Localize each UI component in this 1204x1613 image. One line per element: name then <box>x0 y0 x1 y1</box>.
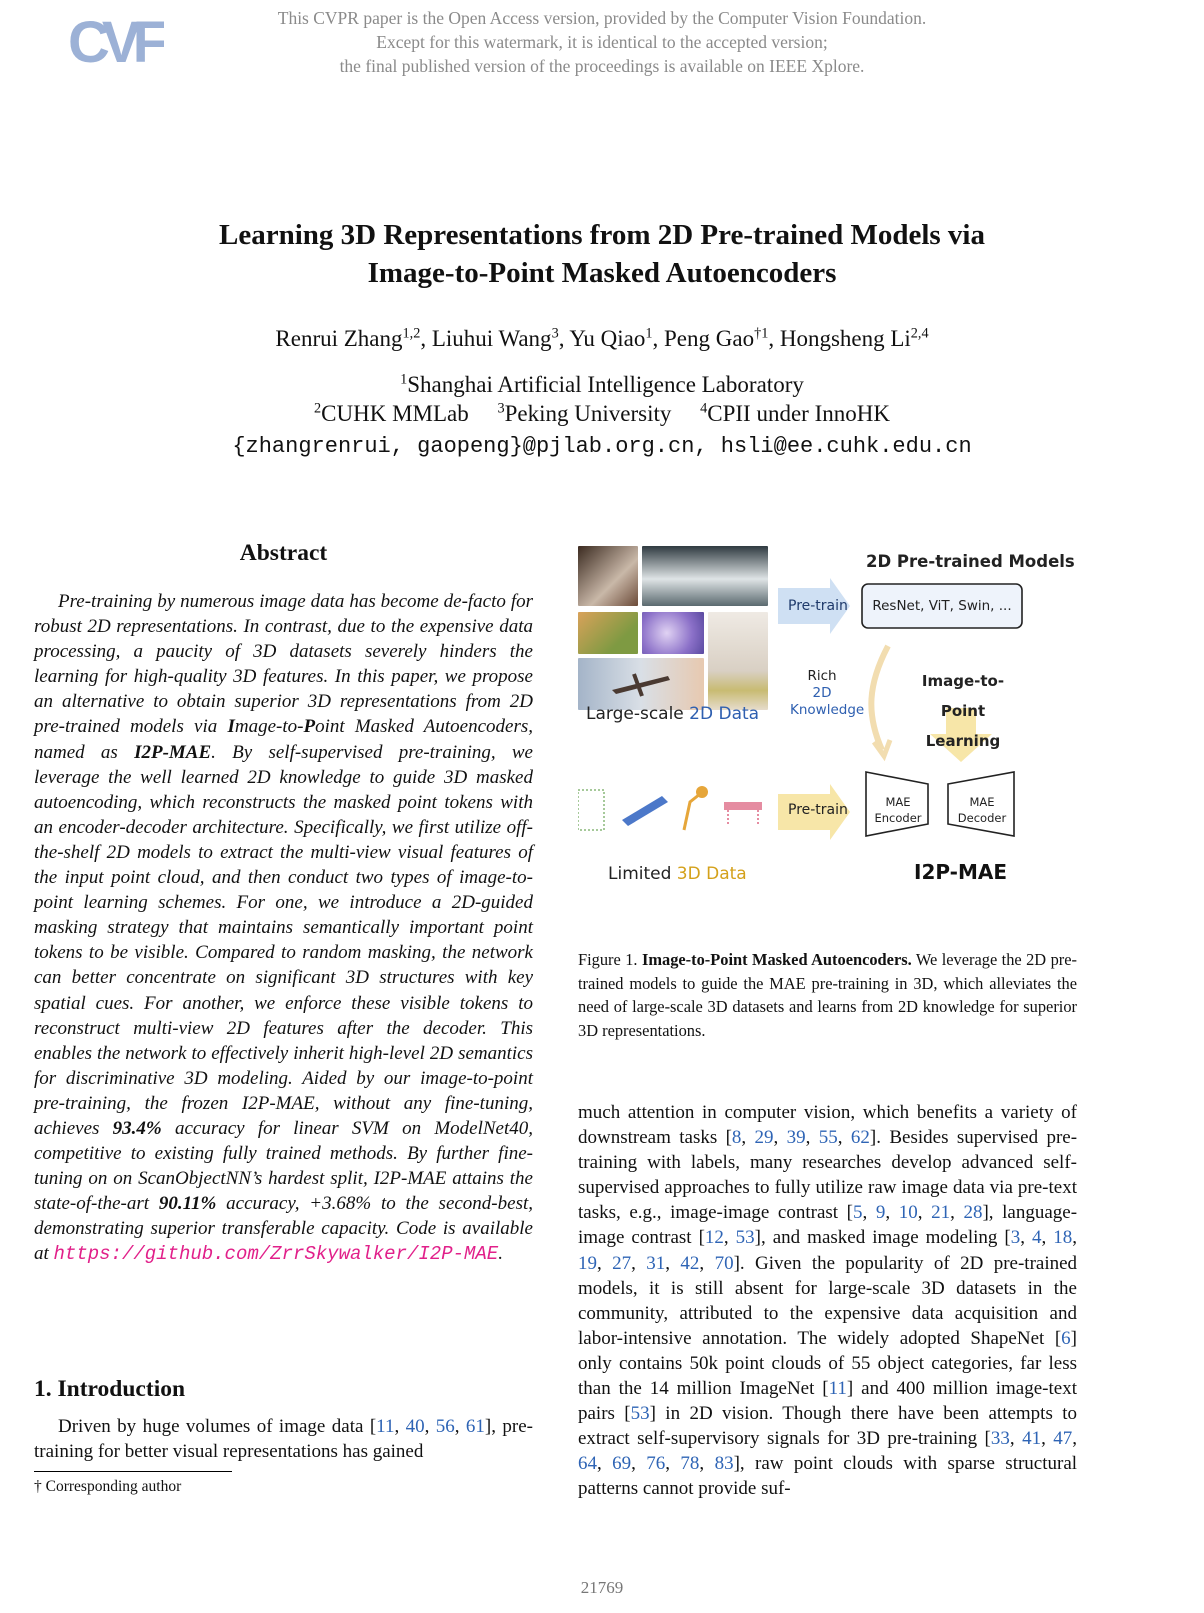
affiliation-line-2: $^2$CUHK MMLab $^3$Peking University $^4$CPII under InnoHK <box>314 400 890 426</box>
citation-link[interactable]: 8 <box>731 1127 742 1149</box>
citation-link[interactable]: 76 <box>646 1453 666 1475</box>
citation-link[interactable]: 11 <box>376 1416 395 1437</box>
citation-link[interactable]: 29 <box>754 1127 774 1149</box>
citation-link[interactable]: 62 <box>850 1127 870 1149</box>
author: Peng Gao <box>664 326 755 351</box>
author-emails: {zhangrenrui, gaopeng}@pjlab.org.cn, hsli@ee.cuhk.edu.cn <box>232 434 972 459</box>
2d-pretrained-models-label: 2D Pre-trained Models <box>866 552 1075 571</box>
image-to-point-learning-label: Image-to-Point Learning <box>921 672 1005 750</box>
citation-link[interactable]: 83 <box>714 1453 734 1475</box>
author: Yu Qiao <box>569 326 646 351</box>
mae-decoder-label: MAE Decoder <box>957 795 1007 825</box>
intro-heading: 1. Introduction <box>34 1376 186 1402</box>
citation-link[interactable]: 33 <box>990 1428 1010 1450</box>
author: Liuhui Wang <box>431 326 552 351</box>
citation-link[interactable]: 47 <box>1053 1428 1073 1450</box>
i2p-mae-label: I2P-MAE <box>914 860 1008 884</box>
citation-link[interactable]: 41 <box>1022 1428 1042 1450</box>
intro-text-continued: much attention in computer vision, which benefits a variety of downstream tasks [8, 29, 39, 55, 62]. Besides supervised pre-training with labels, many researches develop advanced self-supervised approaches to fully utilize raw image data via pre-text tasks, e.g., image-image contrast [5, 9, 10, 21, 28], language-image contrast [12, 53], and masked image modeling [3, 4, 18, 19, 27, 31, 42, 70]. Given the popularity of 2D pre-trained models, it is still absent for large-scale 3D datasets in the community, attributed to the expensive data acquisition and labor-intensive annotation. The widely adopted ShapeNet [6] only contains 50k point clouds of 55 object categories, far less than the 14 million ImageNet [11] and 400 million image-text pairs [53] in 2D vision. Though there have been attempts to extract self-supervisory signals for 3D pre-training [33, 41, 47, 64, 69, 76, 78, 83], raw point clouds with sparse structural patterns cannot provide suf- <box>578 1102 1078 1500</box>
affiliation-line-1: $^1$Shanghai Artificial Intelligence Laboratory <box>400 371 804 397</box>
rich-knowledge-label: Rich 2D Knowledge <box>790 668 865 718</box>
citation-link[interactable]: 69 <box>612 1453 632 1475</box>
paper-title: Learning 3D Representations from 2D Pre-trained Models via Image-to-Point Masked Autoencoders <box>218 219 985 289</box>
pretrain-label-bottom: Pre-train <box>788 802 848 818</box>
citation-link[interactable]: 3 <box>1010 1227 1021 1249</box>
watermark-text: This CVPR paper is the Open Access version, provided by the Computer Vision Foundation. Except for this watermark, it is identical to the accepted version; the final published version of the proceedings is available on IEEE Xplore. <box>277 8 927 76</box>
footnote-divider <box>34 1471 232 1472</box>
citation-link[interactable]: 28 <box>963 1202 983 1224</box>
citation-link[interactable]: 11 <box>828 1378 847 1400</box>
citation-link[interactable]: 10 <box>898 1202 918 1224</box>
citation-link[interactable]: 56 <box>435 1416 455 1437</box>
citation-link[interactable]: 5 <box>853 1202 863 1224</box>
pretrain-label-top: Pre-train <box>788 598 848 614</box>
citation-link[interactable]: 27 <box>612 1252 632 1274</box>
code-link[interactable]: https://github.com/ZrrSkywalker/I2P-MAE <box>53 1243 499 1266</box>
author-list: Renrui Zhang$^{1,2}$, Liuhui Wang$^3$, Yu Qiao$^1$, Peng Gao$^{\dagger 1}$, Hongsheng Li$^{2,4}$ <box>275 325 929 351</box>
limited-3d-label: Limited 3D Data <box>608 864 747 884</box>
mae-encoder-label: MAE Encoder <box>874 795 922 825</box>
knowledge-curve <box>871 646 888 750</box>
citation-link[interactable]: 70 <box>714 1252 734 1274</box>
models-box-label: ResNet, ViT, Swin, ... <box>872 598 1012 614</box>
citation-link[interactable]: 9 <box>875 1202 886 1224</box>
citation-link[interactable]: 40 <box>405 1416 425 1437</box>
intro-text: Driven by huge volumes of image data [11, 40, 56, 61], pre-training for better visual representations has gained <box>34 1416 533 1463</box>
citation-link[interactable]: 18 <box>1053 1227 1073 1249</box>
citation-link[interactable]: 21 <box>931 1202 951 1224</box>
citation-link[interactable]: 31 <box>646 1252 666 1274</box>
figure-1 <box>578 544 1078 924</box>
point-cloud-objects <box>578 786 762 830</box>
citation-link[interactable]: 12 <box>704 1227 724 1249</box>
citation-link[interactable]: 4 <box>1032 1227 1042 1249</box>
citation-link[interactable]: 61 <box>465 1416 485 1437</box>
citation-link[interactable]: 19 <box>578 1252 597 1274</box>
abstract-text: Pre-training by numerous image data has become de-facto for robust 2D representations. In contrast, due to the expensive data processing, a paucity of 3D datasets severely hinders the learning for high-quality 3D features. In this paper, we propose an alternative to obtain superior 3D representations from 2D pre-trained models via Image-to-Point Masked Autoencoders, named as I2P-MAE. By self-supervised pre-training, we leverage the well learned 2D knowledge to guide 3D masked autoencoding, which reconstructs the masked point tokens with an encoder-decoder architecture. Specifically, we first utilize off-the-shelf 2D models to extract the multi-view visual features of the input point cloud, and then conduct two types of image-to-point learning schemes. For one, we introduce a 2D-guided masking strategy that maintains semantically important point tokens to be visible. Compared to random masking, the network can better concentrate on significant 3D structures with key spatial cues. For another, we enforce these visible tokens to reconstruct multi-view 2D features after the decoder. This enables the network to effectively inherit high-level 2D semantics for discriminative 3D modeling. Aided by our image-to-point pre-training, the frozen I2P-MAE, without any fine-tuning, achieves 93.4% accuracy for linear SVM on ModelNet40, competitive to existing fully trained methods. By further fine-tuning on on ScanObjectNN’s hardest split, I2P-MAE attains the state-of-the-art 90.11% accuracy, +3.68% to the second-best, demonstrating superior transferable capacity. Code is available at https://github.com/ZrrSkywalker/I2P-MAE. <box>34 591 533 1266</box>
large-scale-2d-label: Large-scale 2D Data <box>586 704 760 724</box>
abstract-heading: Abstract <box>239 540 328 566</box>
cvf-logo <box>68 10 164 76</box>
citation-link[interactable]: 39 <box>786 1127 806 1149</box>
footnote: † Corresponding author <box>34 1478 182 1495</box>
citation-link[interactable]: 64 <box>578 1453 597 1475</box>
figure-1-caption: Figure 1. Image-to-Point Masked Autoencoders. We leverage the 2D pre-trained models to guide the MAE pre-training in 3D, which alleviates the need of large-scale 3D datasets and learns from 2D knowledge for superior 3D representations. <box>578 950 1077 1040</box>
author: Renrui Zhang <box>275 326 403 351</box>
cvf-logo-text: CVF <box>68 10 160 75</box>
citation-link[interactable]: 53 <box>735 1227 755 1249</box>
citation-link[interactable]: 53 <box>630 1403 650 1425</box>
page-number: 21769 <box>580 1578 624 1597</box>
citation-link[interactable]: 55 <box>818 1127 838 1149</box>
author: Hongsheng Li <box>779 326 911 351</box>
citation-link[interactable]: 6 <box>1061 1327 1071 1349</box>
citation-link[interactable]: 42 <box>680 1252 700 1274</box>
citation-link[interactable]: 78 <box>680 1453 700 1475</box>
